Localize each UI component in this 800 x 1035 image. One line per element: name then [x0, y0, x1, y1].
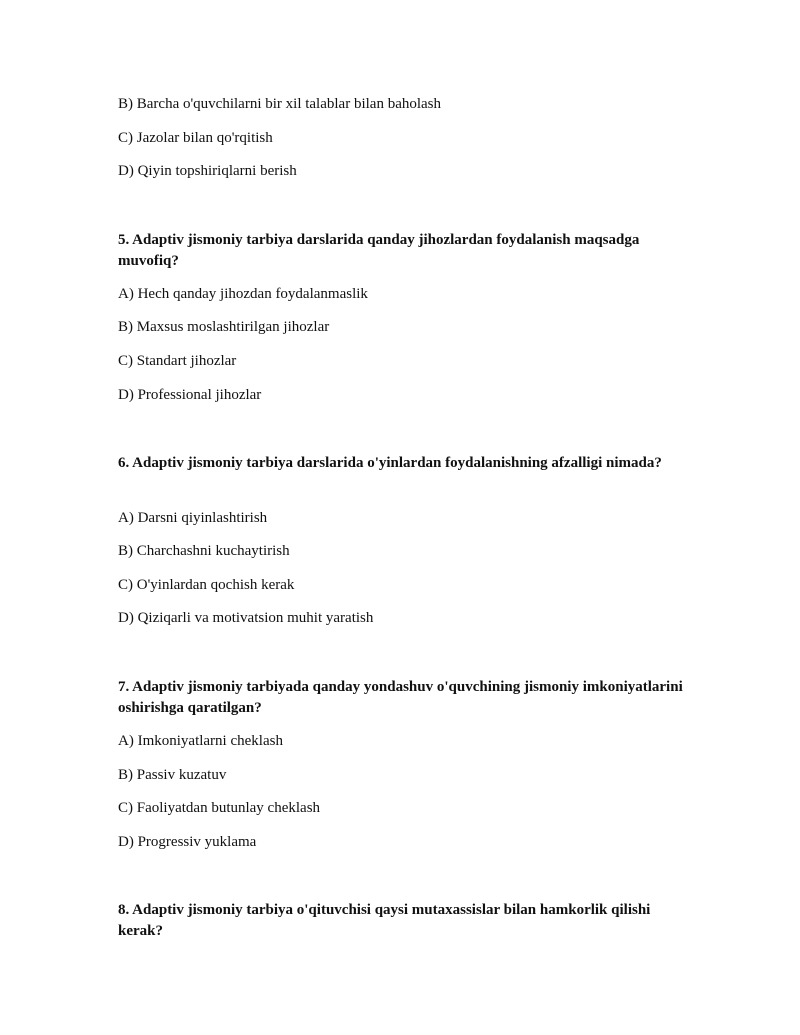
- option-d: D) Qiyin topshiriqlarni berish: [118, 163, 297, 179]
- option-c: C) Jazolar bilan qo'rqitish: [118, 130, 273, 146]
- question-7-option-c: C) Faoliyatdan butunlay cheklash: [118, 800, 321, 816]
- question-6-option-d: D) Qiziqarli va motivatsion muhit yaratish: [118, 610, 374, 626]
- question-5-option-c: C) Standart jihozlar: [118, 353, 237, 369]
- question-7-option-d: D) Progressiv yuklama: [118, 834, 257, 850]
- question-7-text: 7. Adaptiv jismoniy tarbiyada qanday yondashuv o'quvchining jismoniy imkoniyatlarini oshirishga qaratilgan?: [118, 679, 683, 716]
- question-6-option-b: B) Charchashni kuchaytirish: [118, 543, 290, 559]
- question-8-text: 8. Adaptiv jismoniy tarbiya o'qituvchisi qaysi mutaxassislar bilan hamkorlik qilishi kerak?: [118, 902, 651, 939]
- question-5-text: 5. Adaptiv jismoniy tarbiya darslarida qanday jihozlardan foydalanish maqsadga muvofiq?: [118, 232, 640, 269]
- question-5-option-d: D) Professional jihozlar: [118, 387, 262, 403]
- question-6-text: 6. Adaptiv jismoniy tarbiya darslarida o'yinlardan foydalanishning afzalligi nimada?: [118, 455, 662, 471]
- question-5-option-a: A) Hech qanday jihozdan foydalanmaslik: [118, 286, 368, 302]
- question-7-option-b: B) Passiv kuzatuv: [118, 767, 227, 783]
- question-6-option-c: C) O'yinlardan qochish kerak: [118, 577, 295, 593]
- question-5-option-b: B) Maxsus moslashtirilgan jihozlar: [118, 319, 330, 335]
- question-6-option-a: A) Darsni qiyinlashtirish: [118, 510, 268, 526]
- option-b: B) Barcha o'quvchilarni bir xil talablar bilan baholash: [118, 96, 442, 112]
- question-7-option-a: A) Imkoniyatlarni cheklash: [118, 733, 283, 749]
